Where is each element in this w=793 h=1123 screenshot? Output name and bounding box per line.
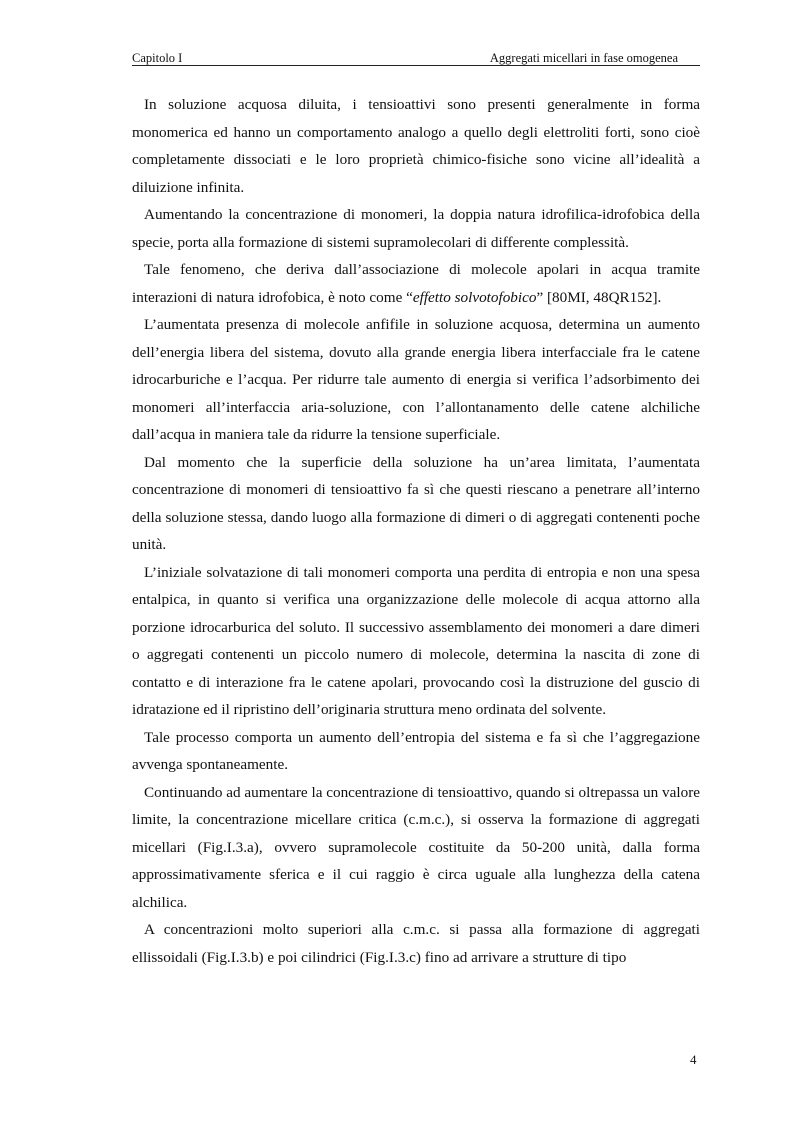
running-header [132,51,700,65]
paragraph: L’aumentata presenza di molecole anfifile in soluzione acquosa, determina un aumento dell’energia libera del sistema, dovuto alla grande energia libera interfacciale fra le catene idrocarburiche e l’acqua. Per ridurre tale aumento di energia si verifica l’adsorbimento dei monomeri all’interfaccia aria-soluzione, con l’allontanamento delle catene alchiliche dall’acqua in maniera tale da ridurre la tensione superficiale. [132,316,700,443]
citation-text: ” [80MI, 48QR152]. [536,288,662,306]
paragraph-text: Tale fenomeno, che deriva dall’associazione di molecole apolari in acqua tramite interazioni di natura idrofobica, è noto come “ [132,261,700,306]
page-number: 4 [690,1052,697,1067]
header-divider [132,65,700,66]
paragraph: L’iniziale solvatazione di tali monomeri comporta una perdita di entropia e non una spesa entalpica, in quanto si verifica una organizzazione delle molecole di acqua attorno alla porzione idrocarburica del soluto. Il successivo assemblamento dei monomeri a dare dimeri o aggregati contenenti un piccolo numero di molecole, determina la nascita di zone di contatto e di interazione fra le catene apolari, provocando così la distruzione del guscio di idratazione ed il ripristino dell’originaria struttura meno ordinata del solvente. [132,563,700,718]
paragraph: Aumentando la concentrazione di monomeri, la doppia natura idrofilica-idrofobica della specie, porta alla formazione di sistemi supramolecolari di differente complessità. [132,206,700,251]
section-title: Aggregati micellari in fase omogenea [489,51,678,65]
paragraph: A concentrazioni molto superiori alla c.m.c. si passa alla formazione di aggregati ellissoidali (Fig.I.3.b) e poi cilindrici (Fig.I.3.c) fino ad arrivare a strutture di tipo [132,921,700,966]
paragraph [132,256,700,311]
chapter-label: Capitolo I [132,51,183,65]
paragraph: Dal momento che la superficie della soluzione ha un’area limitata, l’aumentata concentrazione di monomeri di tensioattivo fa sì che questi riescano a penetrare all’interno della soluzione stessa, dando luogo alla formazione di dimeri o di aggregati contenenti poche unità. [132,453,700,553]
body-text [132,91,700,971]
paragraph: Continuando ad aumentare la concentrazione di tensioattivo, quando si oltrepassa un valore limite, la concentrazione micellare critica (c.m.c.), si osserva la formazione di aggregati micellari (Fig.I.3.a), ovvero supramolecole costituite da 50-200 unità, dalla forma approssimativamente sferica e il cui raggio è circa uguale alla lunghezza della catena alchilica. [132,783,700,911]
paragraph: Tale processo comporta un aumento dell’entropia del sistema e fa sì che l’aggregazione avvenga spontaneamente. [132,728,700,773]
paragraph: In soluzione acquosa diluita, i tensioattivi sono presenti generalmente in forma monomerica ed hanno un comportamento analogo a quello degli elettroliti forti, sono cioè completamente dissociati e le loro proprietà chimico-fisiche sono vicine all’idealità a diluizione infinita. [132,96,700,196]
italic-term: effetto solvotofobico [412,288,537,306]
